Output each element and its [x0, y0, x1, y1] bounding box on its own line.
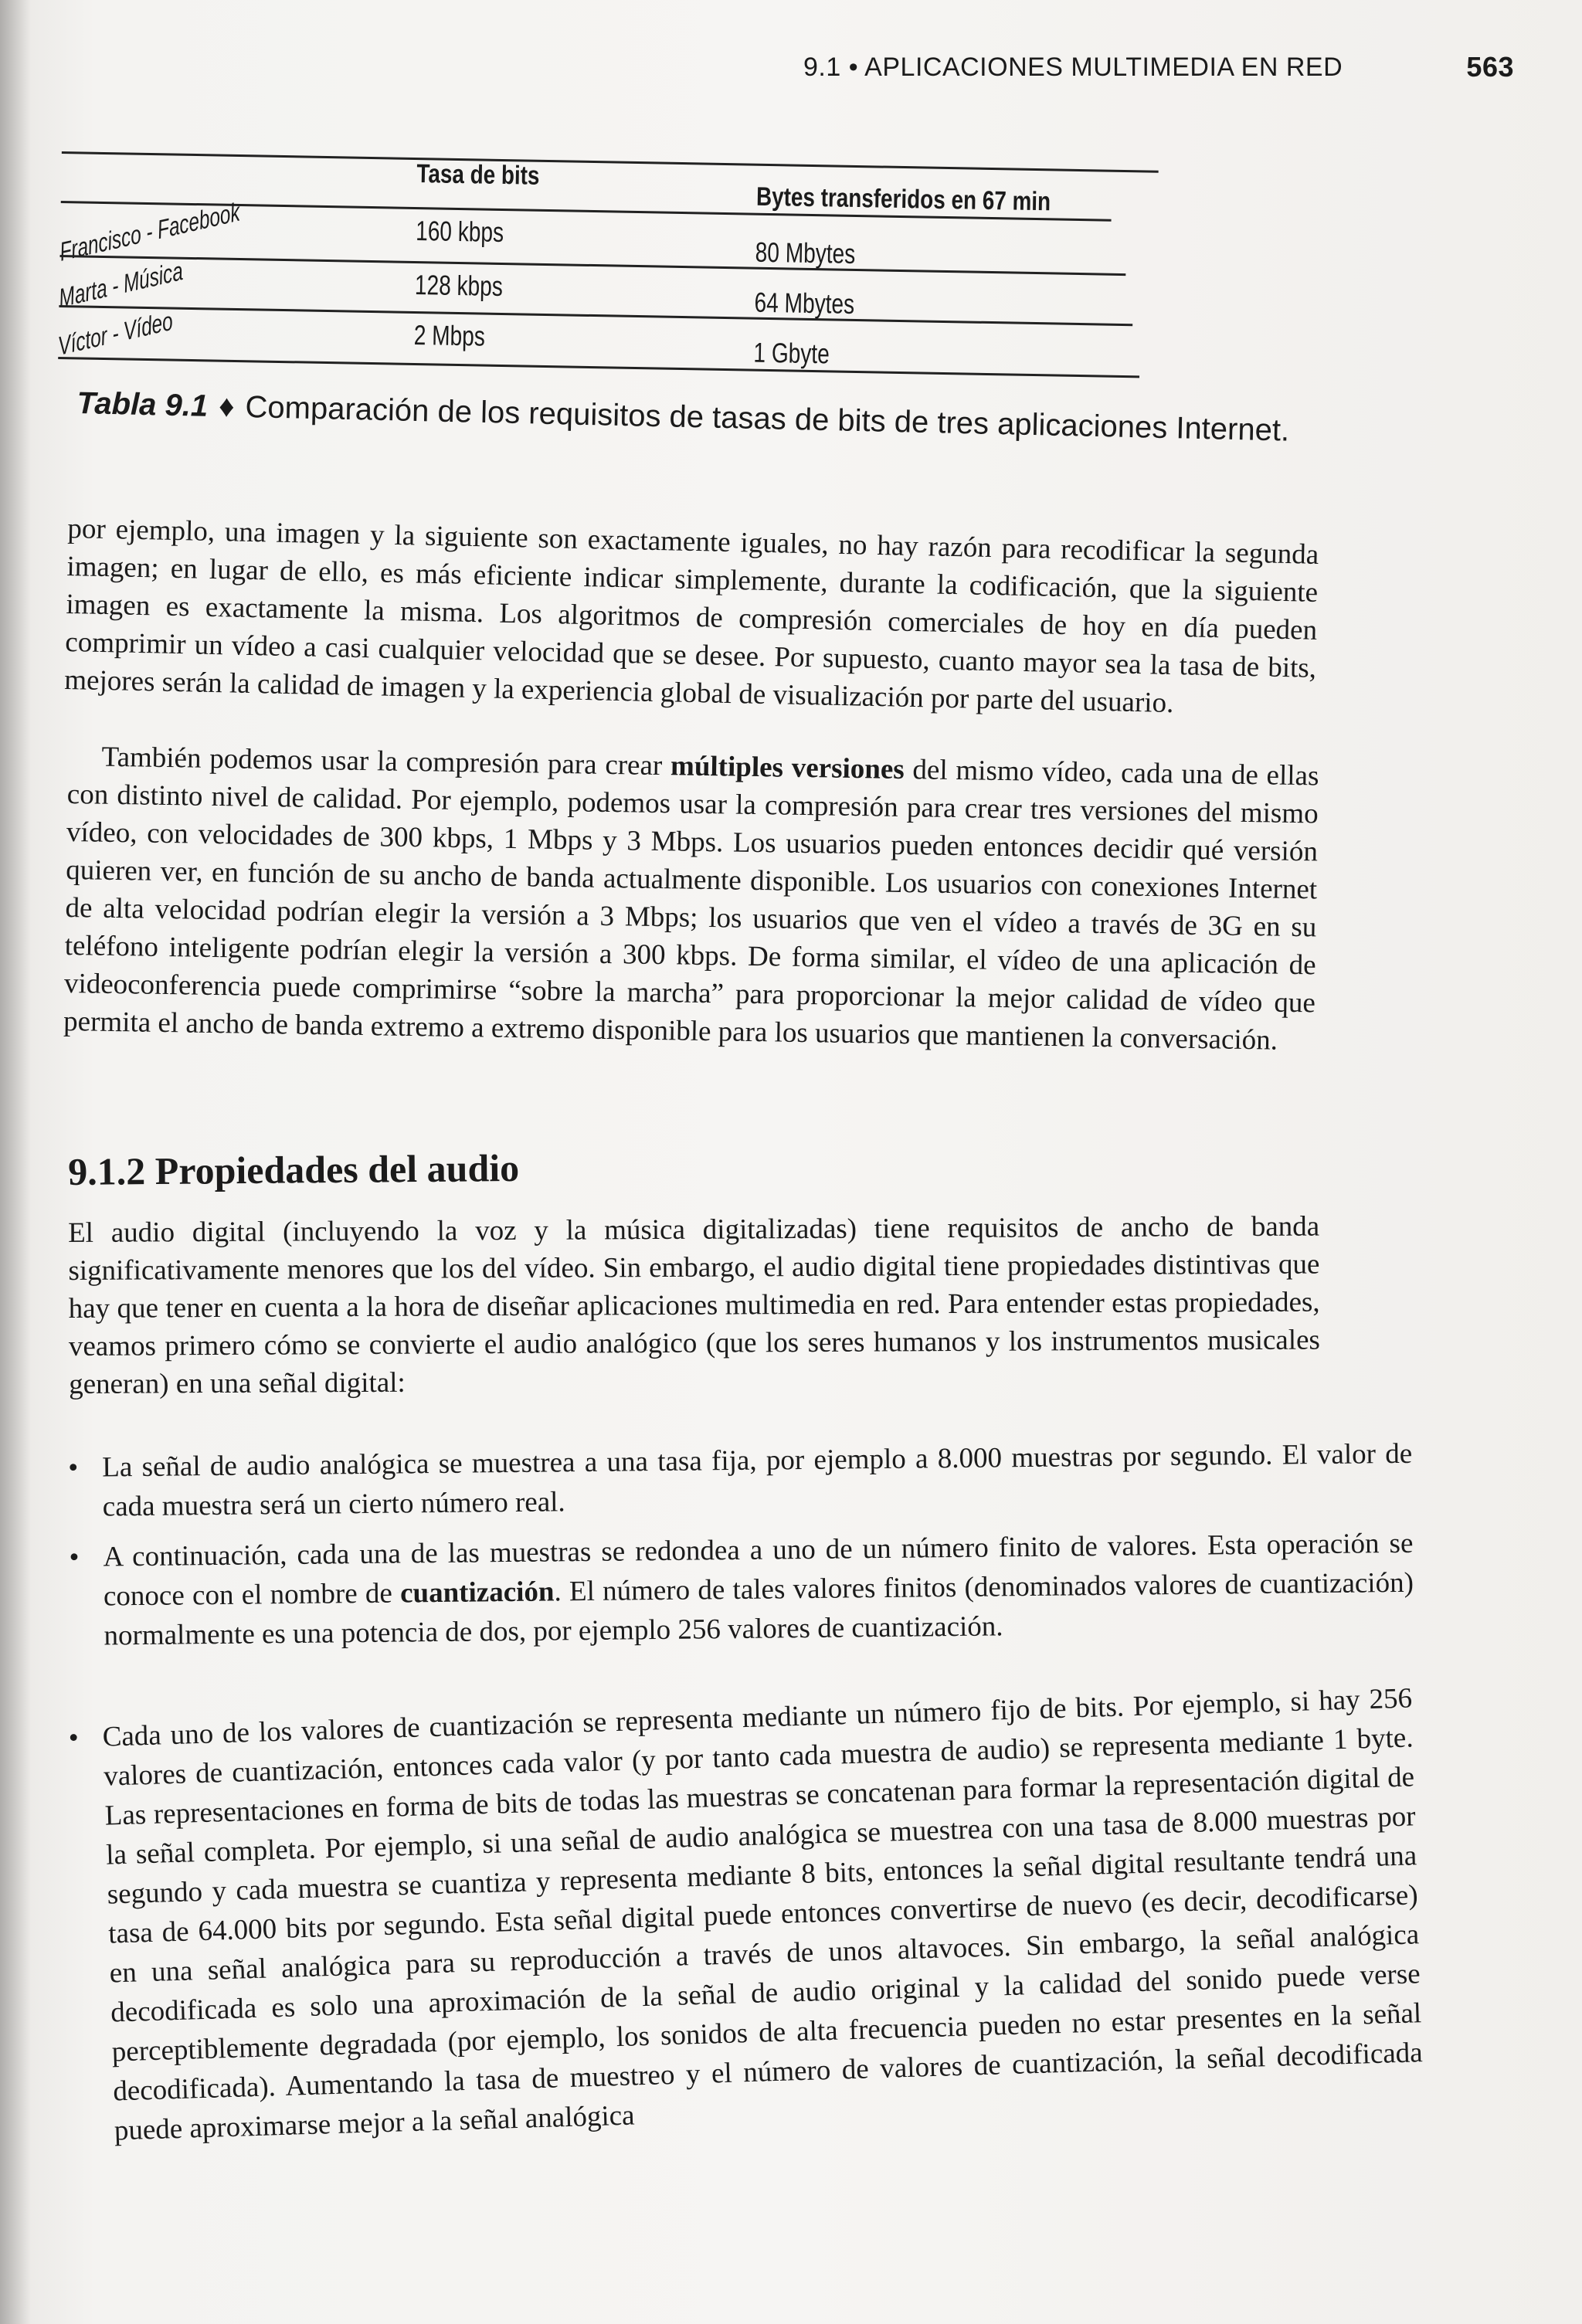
bullet-text: . El número de tales valores finitos (denominados valores de cuantización) normalmente es una potencia de dos, por ejemplo 256 valores de cuantización.: [104, 1566, 1414, 1652]
page-number: 563: [1466, 51, 1514, 83]
bullet-text: Cada uno de los valores de cuantización se representa mediante un número fijo de bits. Por ejemplo, si hay 256 valores de cuantización, entonces cada valor (y por tanto cada muestra de audio) se representa mediante 1 byte. Las representaciones en forma de bits de todas las muestras se concatenan para formar la representación digital de la señal completa. Por ejemplo, si una señal de audio analógica se muestrea con una tasa de 8.000 muestras por segundo y cada muestra se cuantiza y representa mediante 8 bits, entonces la señal digital resultante tendrá una tasa de 64.000 bits por segundo. Esta señal digital puede entonces convertirse de nuevo (es decir, decodificarse) en una señal analógica para su reproducción a través de unos altavoces. Sin embargo, la señal analógica decodificada es solo una aproximación de la señal de audio original y la calidad del sonido puede verse perceptiblemente degradada (por ejemplo, los sonidos de alta frecuencia pueden no estar presentes en la señal decodificada). Aumentando la tasa de muestreo y el número de valores de cuantización, la señal decodificada puede aproximarse mejor a la señal analógica: [102, 1682, 1424, 2147]
paragraph-text: El audio digital (incluyendo la voz y la música digitalizadas) tiene requisitos de ancho de banda significativamente menores que los del vídeo. Sin embargo, el audio digital tiene propiedades distintivas que hay que tener en cuenta a la hora de diseñar aplicaciones multimedia en red. Para entender estas propiedades, veamos primero cómo se convierte el audio analógico (que los seres humanos y los instrumentos musicales generan) en una señal digital:: [68, 1210, 1320, 1400]
list-item: [68, 1678, 1424, 2151]
table-cell-bytes: 80 Mbytes: [755, 236, 856, 270]
spine-shadow: [0, 0, 31, 2324]
table-header-bitrate: Tasa de bits: [416, 159, 540, 191]
table-top-rule: [62, 151, 1159, 173]
bullet-dot: •: [68, 1451, 79, 1484]
bullet-list-continued: [68, 1678, 1424, 2162]
table-row-label: Marta - Música: [57, 256, 185, 314]
paragraph-multiple-versions: [63, 738, 1319, 1060]
table-cell-bitrate: 2 Mbps: [413, 318, 486, 352]
table-row-label: Francisco - Facebook: [58, 197, 242, 267]
table-cell-bytes: 64 Mbytes: [754, 286, 855, 320]
list-item: [68, 1434, 1413, 1527]
paragraph-compression: [64, 510, 1319, 725]
table-cell-bitrate: 128 kbps: [414, 269, 504, 302]
table-cell-bytes: 1 Gbyte: [753, 336, 830, 370]
bold-term: múltiples versiones: [670, 750, 905, 786]
table-row-rule: [59, 305, 1132, 326]
text-run: del mismo vídeo, cada una de ellas con distinto nivel de calidad. Por ejemplo, podemos usar la compresión para crear tres versiones del mismo vídeo, con velocidades de 300 kbps, 1 Mbps y 3 Mbps. Los usuarios pueden entonces decidir qué versión quieren ver, en función de su ancho de banda actualmente disponible. Los usuarios con conexiones Internet de alta velocidad podrían elegir la versión a 3 Mbps; los usuarios que ven el vídeo a través de 3G en su teléfono inteligente podrían elegir la versión a 300 kbps. De forma similar, el vídeo de una aplicación de videoconferencia puede comprimirse “sobre la marcha” para proporcionar la mejor calidad de vídeo que permita el ancho de banda extremo a extremo disponible para los usuarios que mantienen la conversación.: [63, 754, 1319, 1057]
table-cell-bitrate: 160 kbps: [415, 215, 504, 248]
table-header-bytes: Bytes transferidos en 67 min: [755, 182, 1051, 217]
paragraph-text: por ejemplo, una imagen y la siguiente son exactamente iguales, no hay razón para recodificar la segunda imagen; en lugar de ello, es más eficiente indicar simplemente, durante la codificación, que la siguiente imagen es exactamente la misma. Los algoritmos de compresión comerciales de hoy en día pueden comprimir un vídeo a casi cualquier velocidad que se desee. Por supuesto, cuanto mayor sea la tasa de bits, mejores serán la calidad de imagen y la experiencia global de visualización por parte del usuario.: [63, 512, 1319, 720]
table-row-label: Víctor - Vídeo: [56, 306, 175, 361]
table-bottom-rule: [58, 357, 1139, 378]
table-row-rule: [60, 255, 1126, 276]
list-item: [69, 1524, 1414, 1656]
text-run: También podemos usar la compresión para crear: [101, 741, 671, 782]
running-header: [803, 48, 1514, 94]
caption-label: Tabla 9.1: [76, 386, 209, 423]
bullet-text: A continuación, cada una de las muestras se redondea a uno de un número finito de valores. Esta operación se conoce con el nombre de: [103, 1527, 1414, 1613]
paragraph-audio-intro: [68, 1208, 1320, 1403]
bullet-list: [68, 1434, 1414, 1667]
header-section-title: 9.1 • APLICACIONES MULTIMEDIA EN RED: [803, 53, 1343, 82]
bullet-text: La señal de audio analógica se muestrea a una tasa fija, por ejemplo a 8.000 muestras por segundo. El valor de cada muestra será un cierto número real.: [102, 1437, 1413, 1523]
bullet-dot: •: [68, 1722, 80, 1754]
section-heading: 9.1.2 Propiedades del audio: [68, 1145, 520, 1193]
caption-bullet: ♦: [218, 389, 236, 424]
bullet-dot: •: [69, 1541, 80, 1573]
caption-text: Comparación de los requisitos de tasas de bits de tres aplicaciones Internet.: [245, 389, 1290, 448]
bold-term: cuantización: [399, 1576, 555, 1610]
paragraph-text: [63, 738, 1319, 1060]
